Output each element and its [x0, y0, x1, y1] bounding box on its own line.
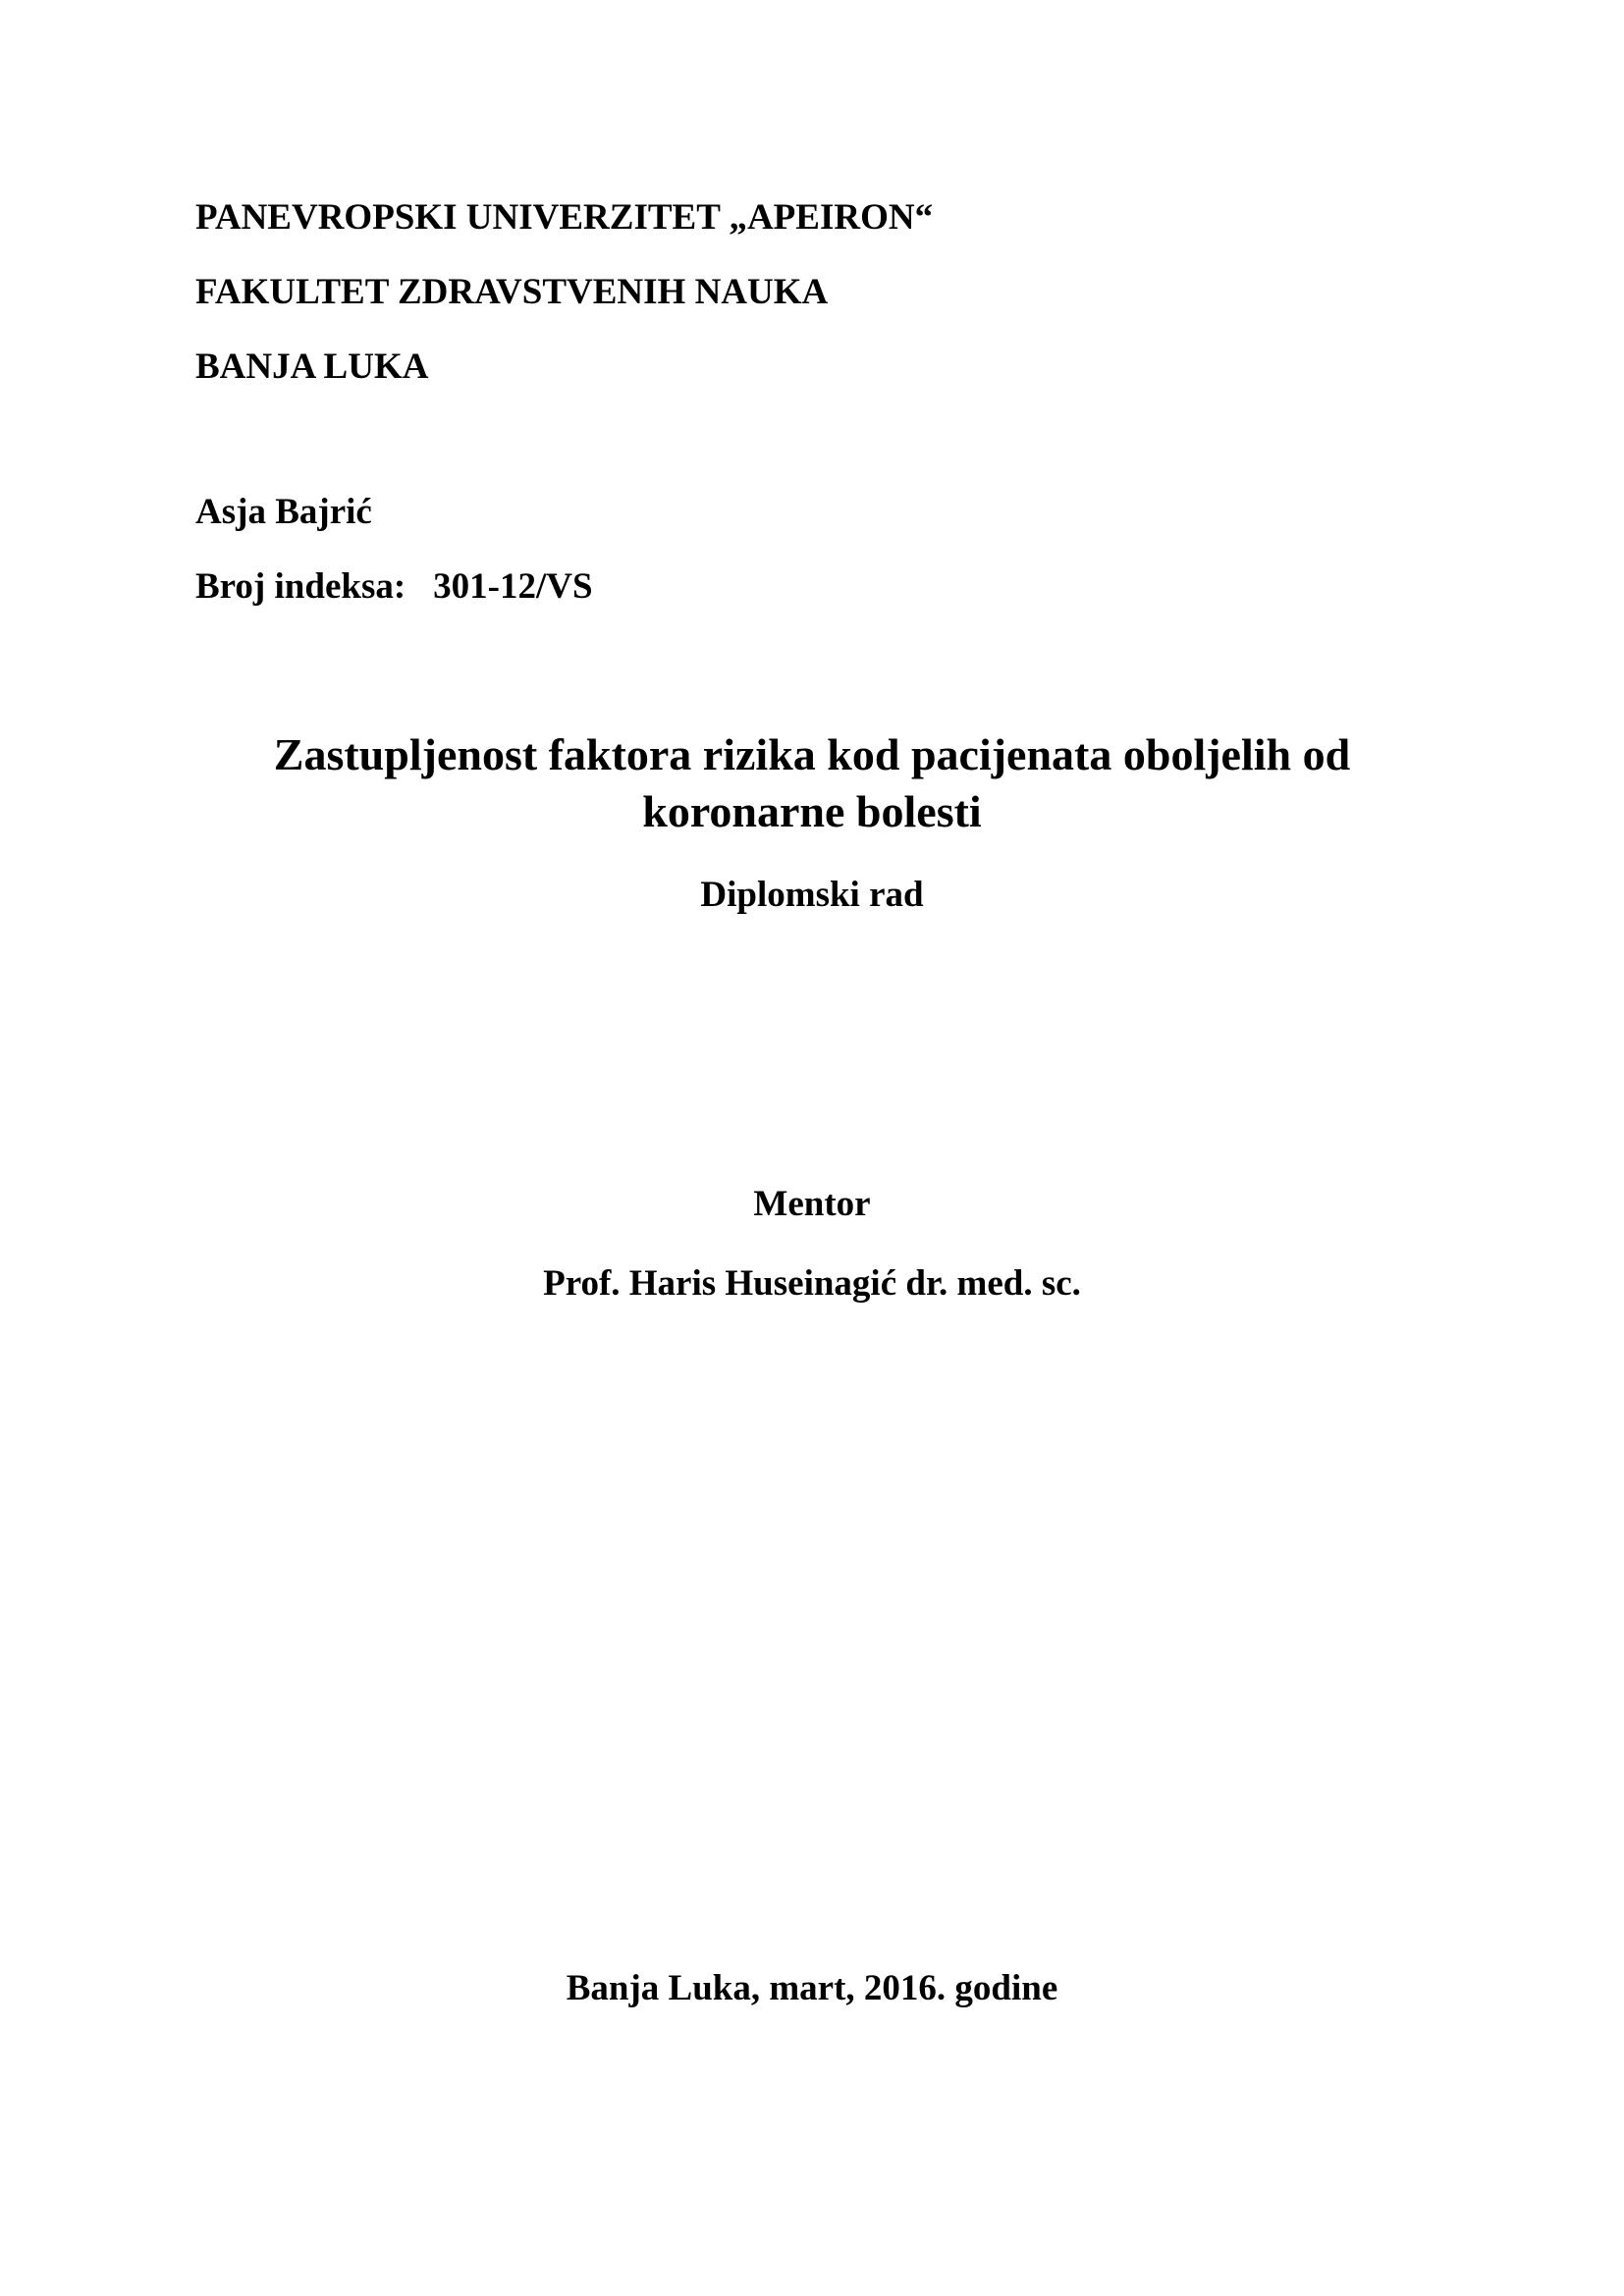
thesis-type: Diplomski rad: [700, 875, 924, 915]
faculty-name: FAKULTET ZDRAVSTVENIH NAUKA: [195, 272, 829, 312]
mentor-label: Mentor: [753, 1184, 871, 1224]
city-name: BANJA LUKA: [195, 347, 429, 387]
university-name: PANEVROPSKI UNIVERZITET „APEIRON“: [195, 197, 934, 238]
student-name: Asja Bajrić: [195, 492, 372, 532]
thesis-title-line-2: koronarne bolesti: [642, 786, 982, 836]
index-label: Broj indeksa:: [195, 566, 406, 607]
thesis-title-line-1: Zastupljenost faktora rizika kod pacijenata oboljelih od: [273, 729, 1351, 779]
place-and-date: Banja Luka, mart, 2016. godine: [566, 1968, 1058, 2008]
student-index: [195, 568, 593, 605]
mentor-name: Prof. Haris Huseinagić dr. med. sc.: [543, 1263, 1081, 1304]
index-value: 301-12/VS: [433, 566, 593, 607]
